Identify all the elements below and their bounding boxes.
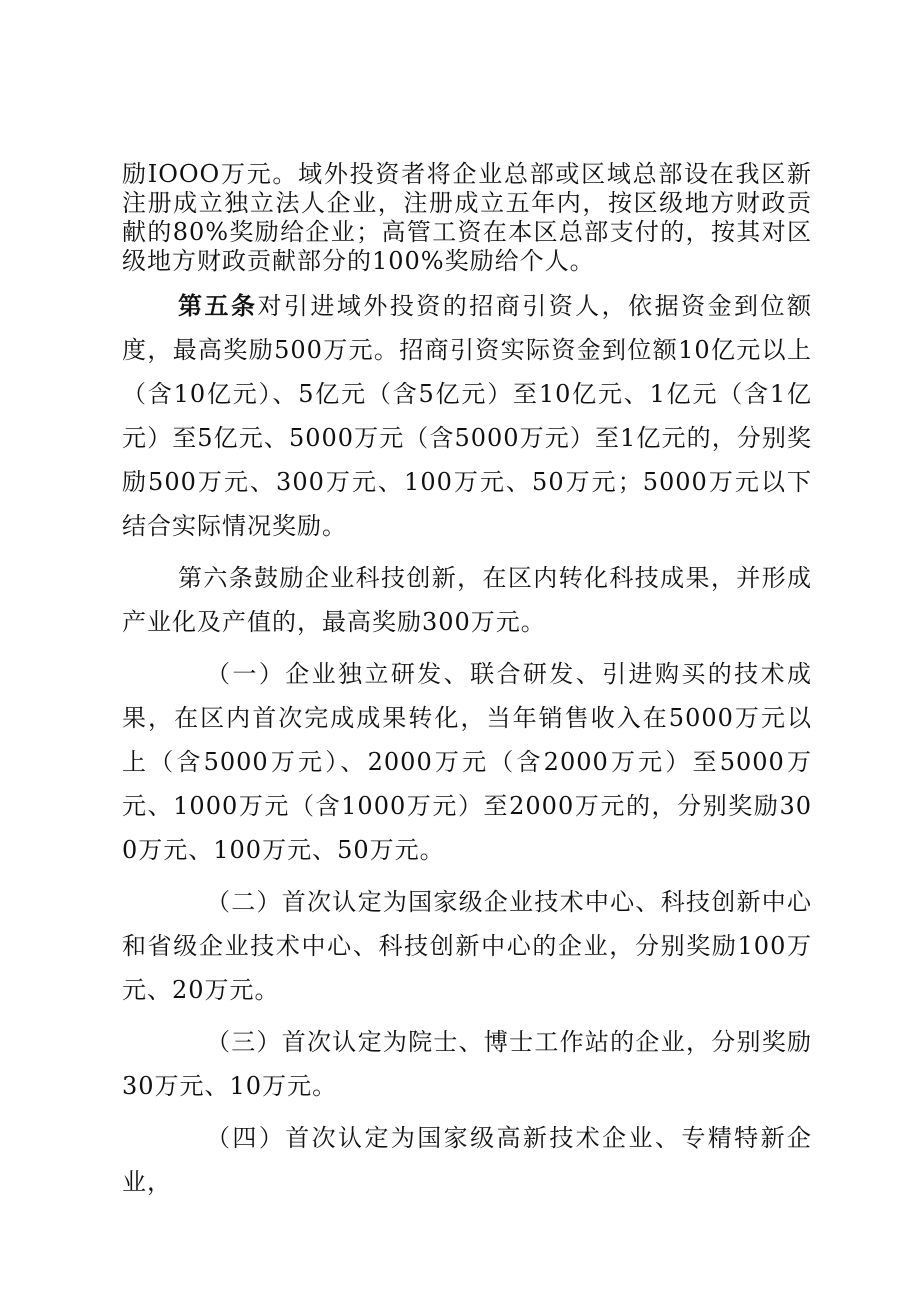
paragraph-text: 对引进域外投资的招商引资人，依据资金到位额度，最高奖励500万元。招商引资实际资金到位额10亿元以上（含10亿元）、5亿元（含5亿元）至10亿元、1亿元（含1亿元）至5亿元、5000万元（含5000万元）至1亿元的，分别奖励500万元、300万元、100万元、50万元；5000万元以下结合实际情况奖励。	[122, 292, 813, 540]
paragraph-item-1	[122, 652, 812, 872]
paragraph-continuation	[122, 160, 812, 276]
article-heading: 第六条	[178, 564, 255, 592]
paragraph-text: （二）首次认定为国家级企业技术中心、科技创新中心和省级企业技术中心、科技创新中心的企业，分别奖励100万元、20万元。	[122, 888, 812, 1004]
paragraph-text: 励IOOO万元。域外投资者将企业总部或区域总部设在我区新注册成立独立法人企业，注册成立五年内，按区级地方财政贡献的80%奖励给企业；高管工资在本区总部支付的，按其对区级地方财政贡献部分的100%奖励给个人。	[122, 160, 812, 275]
paragraph-item-4	[122, 1116, 812, 1204]
paragraph-item-2	[122, 880, 812, 1012]
paragraph-article-6	[122, 556, 812, 644]
paragraph-text: （四）首次认定为国家级高新技术企业、专精特新企业，	[122, 1124, 812, 1196]
paragraph-text: （三）首次认定为院士、博士工作站的企业，分别奖励30万元、10万元。	[122, 1028, 812, 1100]
document-body	[122, 160, 812, 1212]
paragraph-item-3	[122, 1020, 812, 1108]
paragraph-article-5	[122, 284, 812, 548]
article-heading: 第五条	[178, 291, 258, 320]
paragraph-text: 鼓励企业科技创新，在区内转化科技成果，并形成产业化及产值的，最高奖励300万元。	[122, 564, 812, 636]
paragraph-text: （一）企业独立研发、联合研发、引进购买的技术成果，在区内首次完成成果转化，当年销售收入在5000万元以上（含5000万元）、2000万元（含2000万元）至5000万元、1000万元（含1000万元）至2000万元的，分别奖励300万元、100万元、50万元。	[122, 660, 812, 864]
